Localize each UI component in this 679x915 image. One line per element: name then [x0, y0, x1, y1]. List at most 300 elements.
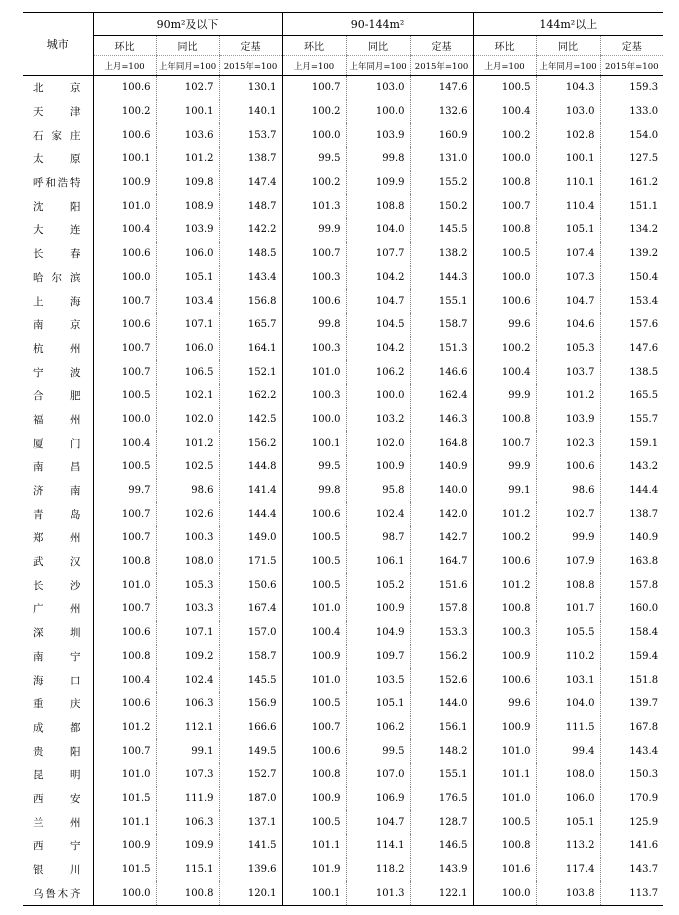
index-value: 99.5	[346, 739, 410, 763]
table-row	[23, 408, 663, 432]
index-value: 103.1	[536, 668, 600, 692]
table-row	[23, 881, 663, 905]
index-value: 141.6	[600, 834, 663, 858]
index-value: 100.5	[473, 76, 536, 100]
index-value: 130.1	[219, 76, 282, 100]
index-value: 117.4	[536, 858, 600, 882]
index-value: 100.3	[282, 337, 346, 361]
index-value: 100.3	[282, 384, 346, 408]
price-index-table-container	[23, 12, 661, 906]
index-value: 138.7	[219, 147, 282, 171]
index-value: 100.6	[282, 289, 346, 313]
index-value: 100.1	[282, 881, 346, 905]
index-value: 153.3	[410, 621, 473, 645]
index-value: 100.5	[282, 810, 346, 834]
table-row	[23, 194, 663, 218]
index-value: 103.5	[346, 668, 410, 692]
index-value: 107.1	[156, 313, 219, 337]
index-value: 100.0	[473, 881, 536, 905]
index-value: 100.0	[93, 266, 156, 290]
index-value: 106.0	[156, 242, 219, 266]
index-value: 100.0	[346, 100, 410, 124]
table-row	[23, 171, 663, 195]
city-name: 海口	[33, 674, 81, 687]
index-value: 100.2	[282, 100, 346, 124]
index-value: 101.0	[93, 194, 156, 218]
index-value: 151.6	[410, 573, 473, 597]
index-value: 100.0	[282, 123, 346, 147]
city-name: 南京	[33, 319, 81, 332]
index-value: 142.0	[410, 502, 473, 526]
table-row	[23, 123, 663, 147]
index-value: 102.4	[156, 668, 219, 692]
sub-header-2-0: 环比	[473, 36, 536, 56]
index-value: 102.0	[156, 408, 219, 432]
city-name: 沈阳	[33, 200, 81, 213]
index-value: 99.6	[473, 692, 536, 716]
index-value: 101.0	[93, 573, 156, 597]
sub-header-row	[23, 36, 663, 56]
index-value: 100.7	[93, 502, 156, 526]
index-value: 100.2	[473, 337, 536, 361]
index-value: 100.7	[93, 360, 156, 384]
table-row	[23, 621, 663, 645]
table-row	[23, 645, 663, 669]
index-value: 100.8	[156, 881, 219, 905]
index-value: 100.6	[93, 123, 156, 147]
index-value: 101.3	[282, 194, 346, 218]
index-value: 102.8	[536, 123, 600, 147]
table-row	[23, 668, 663, 692]
index-value: 161.2	[600, 171, 663, 195]
index-value: 155.1	[410, 289, 473, 313]
index-value: 142.5	[219, 408, 282, 432]
city-column-header: 城市	[23, 13, 93, 76]
table-row	[23, 431, 663, 455]
index-value: 107.9	[536, 550, 600, 574]
index-value: 118.2	[346, 858, 410, 882]
index-value: 109.2	[156, 645, 219, 669]
index-value: 113.7	[600, 881, 663, 905]
city-name: 杭州	[33, 342, 81, 355]
index-value: 163.8	[600, 550, 663, 574]
index-value: 100.0	[93, 408, 156, 432]
index-value: 100.8	[93, 645, 156, 669]
index-value: 105.3	[536, 337, 600, 361]
index-value: 105.2	[346, 573, 410, 597]
index-value: 104.2	[346, 266, 410, 290]
group-header-large: 144m²以上	[473, 13, 663, 36]
index-value: 164.1	[219, 337, 282, 361]
base-header-0-0: 上月=100	[93, 56, 156, 76]
index-value: 150.4	[600, 266, 663, 290]
index-value: 151.3	[410, 337, 473, 361]
index-value: 104.9	[346, 621, 410, 645]
index-value: 100.4	[473, 360, 536, 384]
index-value: 109.9	[156, 834, 219, 858]
index-value: 100.8	[473, 408, 536, 432]
index-value: 100.5	[282, 573, 346, 597]
index-value: 146.6	[410, 360, 473, 384]
index-value: 107.3	[156, 763, 219, 787]
index-value: 101.9	[282, 858, 346, 882]
index-value: 100.0	[473, 147, 536, 171]
index-value: 159.4	[600, 645, 663, 669]
index-value: 167.4	[219, 597, 282, 621]
index-value: 100.4	[93, 431, 156, 455]
index-value: 125.9	[600, 810, 663, 834]
index-value: 156.2	[219, 431, 282, 455]
index-value: 99.9	[282, 218, 346, 242]
base-header-2-2: 2015年=100	[600, 56, 663, 76]
index-value: 101.5	[93, 787, 156, 811]
index-value: 102.7	[536, 502, 600, 526]
index-value: 167.8	[600, 716, 663, 740]
index-value: 103.4	[156, 289, 219, 313]
index-value: 101.1	[282, 834, 346, 858]
city-name: 太原	[33, 153, 81, 166]
index-value: 152.1	[219, 360, 282, 384]
index-value: 171.5	[219, 550, 282, 574]
index-value: 100.3	[473, 621, 536, 645]
city-name: 厦门	[33, 437, 81, 450]
city-name: 深圳	[33, 627, 81, 640]
index-value: 148.7	[219, 194, 282, 218]
index-value: 100.6	[282, 739, 346, 763]
table-row	[23, 550, 663, 574]
index-value: 107.1	[156, 621, 219, 645]
index-value: 154.0	[600, 123, 663, 147]
base-header-1-2: 2015年=100	[410, 56, 473, 76]
index-value: 153.4	[600, 289, 663, 313]
index-value: 158.4	[600, 621, 663, 645]
index-value: 101.0	[473, 787, 536, 811]
index-value: 100.7	[473, 431, 536, 455]
index-value: 165.7	[219, 313, 282, 337]
index-value: 99.9	[536, 526, 600, 550]
index-value: 102.4	[346, 502, 410, 526]
index-value: 164.8	[410, 431, 473, 455]
city-name: 上海	[33, 295, 81, 308]
index-value: 149.5	[219, 739, 282, 763]
table-row	[23, 716, 663, 740]
index-value: 165.5	[600, 384, 663, 408]
index-value: 99.4	[536, 739, 600, 763]
index-value: 143.4	[219, 266, 282, 290]
index-value: 100.9	[93, 171, 156, 195]
index-value: 100.6	[282, 502, 346, 526]
index-value: 157.8	[410, 597, 473, 621]
index-value: 106.2	[346, 716, 410, 740]
index-value: 103.7	[536, 360, 600, 384]
table-row	[23, 573, 663, 597]
index-value: 100.2	[473, 526, 536, 550]
city-name: 呼和浩特	[33, 177, 81, 190]
index-value: 109.7	[346, 645, 410, 669]
index-value: 145.5	[410, 218, 473, 242]
table-row	[23, 337, 663, 361]
index-value: 100.7	[93, 289, 156, 313]
index-value: 102.3	[536, 431, 600, 455]
city-name: 银川	[33, 864, 81, 877]
index-value: 100.7	[473, 194, 536, 218]
index-value: 101.0	[282, 597, 346, 621]
table-body	[23, 76, 663, 906]
index-value: 100.8	[93, 550, 156, 574]
city-name: 郑州	[33, 532, 81, 545]
index-value: 100.7	[93, 739, 156, 763]
table-row	[23, 787, 663, 811]
index-value: 143.9	[410, 858, 473, 882]
index-value: 101.6	[473, 858, 536, 882]
index-value: 102.0	[346, 431, 410, 455]
housing-price-index-table	[23, 12, 663, 906]
index-value: 98.7	[346, 526, 410, 550]
city-name: 北京	[33, 82, 81, 95]
index-value: 100.6	[93, 76, 156, 100]
index-value: 120.1	[219, 881, 282, 905]
sub-header-2-1: 同比	[536, 36, 600, 56]
index-value: 100.5	[282, 550, 346, 574]
index-value: 112.1	[156, 716, 219, 740]
index-value: 157.8	[600, 573, 663, 597]
index-value: 108.0	[536, 763, 600, 787]
table-row	[23, 502, 663, 526]
index-value: 100.1	[282, 431, 346, 455]
table-row	[23, 810, 663, 834]
table-row	[23, 739, 663, 763]
index-value: 99.5	[282, 147, 346, 171]
index-value: 102.5	[156, 455, 219, 479]
sub-header-0-2: 定基	[219, 36, 282, 56]
index-value: 106.2	[346, 360, 410, 384]
index-value: 176.5	[410, 787, 473, 811]
index-value: 100.8	[473, 218, 536, 242]
base-header-0-2: 2015年=100	[219, 56, 282, 76]
index-value: 100.6	[473, 668, 536, 692]
index-value: 146.3	[410, 408, 473, 432]
index-value: 144.8	[219, 455, 282, 479]
index-value: 101.0	[473, 739, 536, 763]
index-value: 101.2	[156, 147, 219, 171]
index-value: 100.0	[346, 384, 410, 408]
table-row	[23, 479, 663, 503]
city-name: 昆明	[33, 769, 81, 782]
index-value: 133.0	[600, 100, 663, 124]
index-value: 100.2	[93, 100, 156, 124]
index-value: 149.0	[219, 526, 282, 550]
index-value: 113.2	[536, 834, 600, 858]
index-value: 170.9	[600, 787, 663, 811]
index-value: 137.1	[219, 810, 282, 834]
index-value: 187.0	[219, 787, 282, 811]
index-value: 100.2	[473, 123, 536, 147]
index-value: 104.5	[346, 313, 410, 337]
index-value: 108.0	[156, 550, 219, 574]
index-value: 101.2	[93, 716, 156, 740]
table-row	[23, 834, 663, 858]
index-value: 99.8	[346, 147, 410, 171]
index-value: 100.7	[93, 597, 156, 621]
index-value: 104.3	[536, 76, 600, 100]
index-value: 101.2	[473, 502, 536, 526]
index-value: 139.6	[219, 858, 282, 882]
index-value: 100.9	[282, 645, 346, 669]
index-value: 100.1	[93, 147, 156, 171]
index-value: 107.4	[536, 242, 600, 266]
base-header-1-1: 上年同月=100	[346, 56, 410, 76]
index-value: 115.1	[156, 858, 219, 882]
index-value: 95.8	[346, 479, 410, 503]
index-value: 100.3	[282, 266, 346, 290]
index-value: 153.7	[219, 123, 282, 147]
index-value: 157.6	[600, 313, 663, 337]
index-value: 105.3	[156, 573, 219, 597]
index-value: 140.1	[219, 100, 282, 124]
index-value: 103.2	[346, 408, 410, 432]
index-value: 142.7	[410, 526, 473, 550]
index-value: 102.1	[156, 384, 219, 408]
index-value: 106.5	[156, 360, 219, 384]
index-value: 101.2	[536, 384, 600, 408]
index-value: 101.5	[93, 858, 156, 882]
index-value: 111.9	[156, 787, 219, 811]
index-value: 151.1	[600, 194, 663, 218]
city-name: 西安	[33, 792, 81, 805]
city-name: 贵阳	[33, 745, 81, 758]
index-value: 106.1	[346, 550, 410, 574]
sub-header-1-0: 环比	[282, 36, 346, 56]
index-value: 107.7	[346, 242, 410, 266]
index-value: 150.6	[219, 573, 282, 597]
index-value: 100.4	[473, 100, 536, 124]
index-value: 142.2	[219, 218, 282, 242]
index-value: 156.2	[410, 645, 473, 669]
table-row	[23, 218, 663, 242]
index-value: 99.7	[93, 479, 156, 503]
index-value: 132.6	[410, 100, 473, 124]
index-value: 101.0	[282, 360, 346, 384]
city-name: 哈尔滨	[33, 271, 81, 284]
index-value: 100.8	[282, 763, 346, 787]
index-value: 103.8	[536, 881, 600, 905]
index-value: 99.1	[473, 479, 536, 503]
city-name: 合肥	[33, 390, 81, 403]
index-value: 156.8	[219, 289, 282, 313]
index-value: 103.3	[156, 597, 219, 621]
index-value: 100.9	[473, 645, 536, 669]
index-value: 110.1	[536, 171, 600, 195]
index-value: 106.0	[536, 787, 600, 811]
index-value: 162.2	[219, 384, 282, 408]
index-value: 104.6	[536, 313, 600, 337]
index-value: 100.5	[93, 455, 156, 479]
index-value: 158.7	[219, 645, 282, 669]
index-value: 157.0	[219, 621, 282, 645]
index-value: 100.3	[156, 526, 219, 550]
index-value: 100.8	[473, 834, 536, 858]
index-value: 98.6	[536, 479, 600, 503]
index-value: 100.6	[473, 550, 536, 574]
table-row	[23, 242, 663, 266]
base-header-2-1: 上年同月=100	[536, 56, 600, 76]
index-value: 99.1	[156, 739, 219, 763]
index-value: 156.1	[410, 716, 473, 740]
index-value: 98.6	[156, 479, 219, 503]
table-row	[23, 384, 663, 408]
index-value: 156.9	[219, 692, 282, 716]
index-value: 100.4	[93, 668, 156, 692]
city-name: 石家庄	[33, 129, 81, 142]
index-value: 100.7	[282, 76, 346, 100]
index-value: 141.4	[219, 479, 282, 503]
city-name: 长春	[33, 248, 81, 261]
index-value: 101.3	[346, 881, 410, 905]
table-header	[23, 13, 663, 76]
index-value: 122.1	[410, 881, 473, 905]
index-value: 102.7	[156, 76, 219, 100]
index-value: 162.4	[410, 384, 473, 408]
index-value: 99.9	[473, 384, 536, 408]
index-value: 128.7	[410, 810, 473, 834]
city-name: 济南	[33, 485, 81, 498]
index-value: 103.0	[346, 76, 410, 100]
index-value: 166.6	[219, 716, 282, 740]
index-value: 100.7	[282, 242, 346, 266]
index-value: 100.9	[473, 716, 536, 740]
index-value: 148.2	[410, 739, 473, 763]
index-value: 143.7	[600, 858, 663, 882]
city-name: 乌鲁木齐	[23, 881, 93, 905]
index-value: 99.9	[473, 455, 536, 479]
index-value: 139.2	[600, 242, 663, 266]
index-value: 103.9	[346, 123, 410, 147]
index-value: 147.6	[410, 76, 473, 100]
city-name: 成都	[33, 721, 81, 734]
city-name: 天津	[33, 106, 81, 119]
city-name: 南宁	[33, 650, 81, 663]
table-row	[23, 289, 663, 313]
index-value: 103.6	[156, 123, 219, 147]
index-value: 99.6	[473, 313, 536, 337]
sub-header-0-1: 同比	[156, 36, 219, 56]
index-value: 147.4	[219, 171, 282, 195]
index-value: 144.4	[600, 479, 663, 503]
index-value: 100.8	[473, 171, 536, 195]
index-value: 100.0	[473, 266, 536, 290]
sub-header-1-2: 定基	[410, 36, 473, 56]
index-value: 110.4	[536, 194, 600, 218]
index-value: 143.4	[600, 739, 663, 763]
index-value: 140.9	[410, 455, 473, 479]
index-value: 108.9	[156, 194, 219, 218]
index-value: 100.9	[346, 597, 410, 621]
city-name: 长沙	[33, 579, 81, 592]
index-value: 101.1	[473, 763, 536, 787]
index-value: 101.0	[93, 763, 156, 787]
table-row	[23, 100, 663, 124]
index-value: 103.9	[536, 408, 600, 432]
index-value: 99.8	[282, 479, 346, 503]
index-value: 140.0	[410, 479, 473, 503]
index-value: 108.8	[536, 573, 600, 597]
index-value: 141.5	[219, 834, 282, 858]
group-header-small: 90m²及以下	[93, 13, 282, 36]
base-header-0-1: 上年同月=100	[156, 56, 219, 76]
index-value: 106.3	[156, 692, 219, 716]
index-value: 103.0	[536, 100, 600, 124]
index-value: 100.9	[93, 834, 156, 858]
